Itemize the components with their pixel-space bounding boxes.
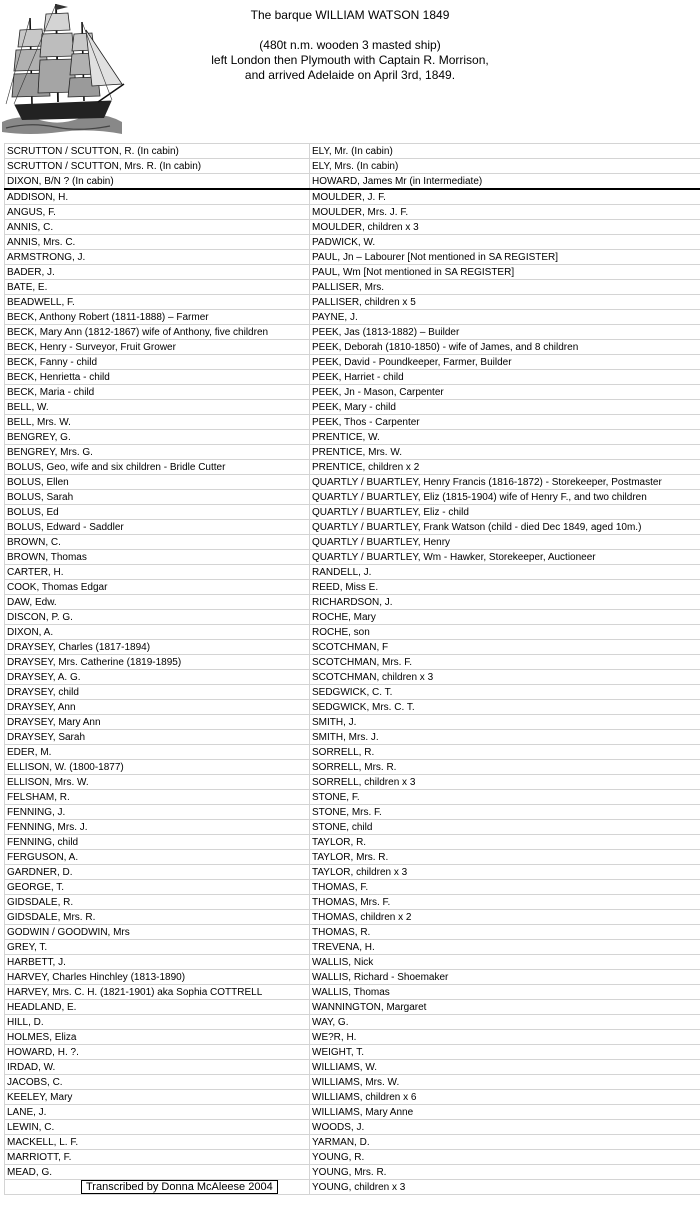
passenger-left: FENNING, Mrs. J. <box>5 820 310 835</box>
passenger-right: PAYNE, J. <box>310 310 700 325</box>
passenger-row <box>5 715 700 730</box>
passenger-right: YARMAN, D. <box>310 1135 700 1150</box>
passenger-left: GARDNER, D. <box>5 865 310 880</box>
passenger-right: PALLISER, Mrs. <box>310 280 700 295</box>
arrival-info: and arrived Adelaide on April 3rd, 1849. <box>244 68 456 82</box>
passenger-row <box>5 1030 700 1045</box>
passenger-left: BOLUS, Sarah <box>5 490 310 505</box>
passenger-row <box>5 1120 700 1135</box>
passenger-left: FERGUSON, A. <box>5 850 310 865</box>
passenger-row <box>5 865 700 880</box>
passenger-left: DISCON, P. G. <box>5 610 310 625</box>
passenger-right: THOMAS, F. <box>310 880 700 895</box>
passenger-left: BATE, E. <box>5 280 310 295</box>
passenger-row <box>5 1075 700 1090</box>
passenger-right: QUARTLY / BUARTLEY, Henry Francis (1816-1872) - Storekeeper, Postmaster <box>310 475 700 490</box>
passenger-left: DRAYSEY, child <box>5 685 310 700</box>
passenger-row <box>5 1015 700 1030</box>
passenger-left: DRAYSEY, Mary Ann <box>5 715 310 730</box>
passenger-row <box>5 610 700 625</box>
passenger-table <box>4 143 700 1195</box>
passenger-right: TAYLOR, children x 3 <box>310 865 700 880</box>
passenger-left: DRAYSEY, A. G. <box>5 670 310 685</box>
passenger-row <box>5 460 700 475</box>
passenger-row <box>5 565 700 580</box>
passenger-row <box>5 1180 700 1195</box>
passenger-right: THOMAS, R. <box>310 925 700 940</box>
passenger-row <box>5 189 700 205</box>
passenger-right: REED, Miss E. <box>310 580 700 595</box>
passenger-right: QUARTLY / BUARTLEY, Frank Watson (child - died Dec 1849, aged 10m.) <box>310 520 700 535</box>
passenger-right: TAYLOR, Mrs. R. <box>310 850 700 865</box>
passenger-left: GEORGE, T. <box>5 880 310 895</box>
passenger-left: ANNIS, Mrs. C. <box>5 235 310 250</box>
passenger-right: WILLIAMS, Mrs. W. <box>310 1075 700 1090</box>
passenger-left: SCRUTTON / SCUTTON, Mrs. R. (In cabin) <box>5 159 310 174</box>
passenger-left: BOLUS, Geo, wife and six children - Bridle Cutter <box>5 460 310 475</box>
passenger-left: FENNING, J. <box>5 805 310 820</box>
passenger-row <box>5 430 700 445</box>
passenger-left: HILL, D. <box>5 1015 310 1030</box>
passenger-right: STONE, Mrs. F. <box>310 805 700 820</box>
passenger-right: PRENTICE, Mrs. W. <box>310 445 700 460</box>
passenger-right: MOULDER, children x 3 <box>310 220 700 235</box>
passenger-left: MARRIOTT, F. <box>5 1150 310 1165</box>
passenger-left: BELL, Mrs. W. <box>5 415 310 430</box>
passenger-right: YOUNG, R. <box>310 1150 700 1165</box>
passenger-row <box>5 340 700 355</box>
passenger-right: THOMAS, children x 2 <box>310 910 700 925</box>
passenger-right: WANNINGTON, Margaret <box>310 1000 700 1015</box>
passenger-row <box>5 805 700 820</box>
passenger-left: BECK, Mary Ann (1812-1867) wife of Anthony, five children <box>5 325 310 340</box>
passenger-left: BADER, J. <box>5 265 310 280</box>
passenger-left: BENGREY, G. <box>5 430 310 445</box>
passenger-left: FELSHAM, R. <box>5 790 310 805</box>
passenger-right: PAUL, Wm [Not mentioned in SA REGISTER] <box>310 265 700 280</box>
passenger-left: ELLISON, W. (1800-1877) <box>5 760 310 775</box>
passenger-row <box>5 205 700 220</box>
passenger-right: WEIGHT, T. <box>310 1045 700 1060</box>
passenger-left: JACOBS, C. <box>5 1075 310 1090</box>
passenger-row <box>5 595 700 610</box>
passenger-right: PEEK, Jn - Mason, Carpenter <box>310 385 700 400</box>
passenger-right: ROCHE, son <box>310 625 700 640</box>
passenger-row <box>5 1135 700 1150</box>
passenger-row <box>5 895 700 910</box>
passenger-right: WALLIS, Richard - Shoemaker <box>310 970 700 985</box>
passenger-row <box>5 775 700 790</box>
passenger-right: YOUNG, Mrs. R. <box>310 1165 700 1180</box>
passenger-right: QUARTLY / BUARTLEY, Eliz (1815-1904) wife of Henry F., and two children <box>310 490 700 505</box>
passenger-left: KEELEY, Mary <box>5 1090 310 1105</box>
passenger-row <box>5 385 700 400</box>
passenger-left: BECK, Henrietta - child <box>5 370 310 385</box>
passenger-right: WALLIS, Nick <box>310 955 700 970</box>
passenger-right: PEEK, Mary - child <box>310 400 700 415</box>
passenger-right: SCOTCHMAN, F <box>310 640 700 655</box>
passenger-row <box>5 520 700 535</box>
passenger-left: ANGUS, F. <box>5 205 310 220</box>
passenger-left: DRAYSEY, Sarah <box>5 730 310 745</box>
passenger-right: ROCHE, Mary <box>310 610 700 625</box>
passenger-left: BOLUS, Edward - Saddler <box>5 520 310 535</box>
passenger-right: YOUNG, children x 3 <box>310 1180 700 1195</box>
passenger-right: PEEK, Harriet - child <box>310 370 700 385</box>
passenger-left: HARVEY, Mrs. C. H. (1821-1901) aka Sophia COTTRELL <box>5 985 310 1000</box>
passenger-left: DRAYSEY, Charles (1817-1894) <box>5 640 310 655</box>
passenger-row <box>5 550 700 565</box>
passenger-row <box>5 400 700 415</box>
passenger-row <box>5 880 700 895</box>
passenger-right: RANDELL, J. <box>310 565 700 580</box>
passenger-left: HOLMES, Eliza <box>5 1030 310 1045</box>
passenger-row <box>5 490 700 505</box>
passenger-right: PRENTICE, W. <box>310 430 700 445</box>
passenger-left: DRAYSEY, Mrs. Catherine (1819-1895) <box>5 655 310 670</box>
passenger-left: CARTER, H. <box>5 565 310 580</box>
passenger-row <box>5 1105 700 1120</box>
passenger-left: ELLISON, Mrs. W. <box>5 775 310 790</box>
passenger-row <box>5 970 700 985</box>
passenger-row <box>5 1150 700 1165</box>
passenger-row <box>5 159 700 174</box>
passenger-row <box>5 1060 700 1075</box>
passenger-row <box>5 850 700 865</box>
passenger-right: STONE, F. <box>310 790 700 805</box>
passenger-row <box>5 685 700 700</box>
passenger-right: THOMAS, Mrs. F. <box>310 895 700 910</box>
passenger-row <box>5 925 700 940</box>
passenger-left: MACKELL, L. F. <box>5 1135 310 1150</box>
passenger-row <box>5 265 700 280</box>
passenger-right: SORRELL, Mrs. R. <box>310 760 700 775</box>
passenger-left: DIXON, B/N ? (In cabin) <box>5 174 310 190</box>
passenger-row <box>5 940 700 955</box>
sailing-ship-icon <box>0 0 125 140</box>
passenger-row <box>5 415 700 430</box>
passenger-right: STONE, child <box>310 820 700 835</box>
passenger-right: ELY, Mr. (In cabin) <box>310 144 700 159</box>
passenger-right: RICHARDSON, J. <box>310 595 700 610</box>
passenger-right: SMITH, Mrs. J. <box>310 730 700 745</box>
passenger-right: TAYLOR, R. <box>310 835 700 850</box>
passenger-left: ARMSTRONG, J. <box>5 250 310 265</box>
passenger-row <box>5 235 700 250</box>
passenger-right: ELY, Mrs. (In cabin) <box>310 159 700 174</box>
title-block <box>125 8 575 83</box>
passenger-left: GODWIN / GOODWIN, Mrs <box>5 925 310 940</box>
passenger-row <box>5 310 700 325</box>
passenger-row <box>5 144 700 159</box>
passenger-left: MEAD, G. <box>5 1165 310 1180</box>
passenger-row <box>5 655 700 670</box>
passenger-left <box>5 1180 310 1195</box>
passenger-right: TREVENA, H. <box>310 940 700 955</box>
passenger-row <box>5 325 700 340</box>
passenger-left: BENGREY, Mrs. G. <box>5 445 310 460</box>
passenger-left: HARBETT, J. <box>5 955 310 970</box>
passenger-row <box>5 730 700 745</box>
passenger-left: BOLUS, Ellen <box>5 475 310 490</box>
passenger-right: SCOTCHMAN, Mrs. F. <box>310 655 700 670</box>
passenger-left: IRDAD, W. <box>5 1060 310 1075</box>
passenger-right: WILLIAMS, W. <box>310 1060 700 1075</box>
passenger-row <box>5 220 700 235</box>
passenger-left: COOK, Thomas Edgar <box>5 580 310 595</box>
passenger-right: SORRELL, children x 3 <box>310 775 700 790</box>
passenger-left: BROWN, C. <box>5 535 310 550</box>
passenger-row <box>5 280 700 295</box>
ship-title: The barque WILLIAM WATSON 1849 <box>250 8 450 22</box>
passenger-row <box>5 295 700 310</box>
passenger-right: HOWARD, James Mr (in Intermediate) <box>310 174 700 190</box>
passenger-left: BECK, Fanny - child <box>5 355 310 370</box>
passenger-right: SEDGWICK, C. T. <box>310 685 700 700</box>
passenger-row <box>5 535 700 550</box>
passenger-row <box>5 1090 700 1105</box>
passenger-right: PRENTICE, children x 2 <box>310 460 700 475</box>
passenger-left: ANNIS, C. <box>5 220 310 235</box>
passenger-left: EDER, M. <box>5 745 310 760</box>
passenger-left: LEWIN, C. <box>5 1120 310 1135</box>
passenger-right: QUARTLY / BUARTLEY, Eliz - child <box>310 505 700 520</box>
passenger-right: WE?R, H. <box>310 1030 700 1045</box>
passenger-row <box>5 640 700 655</box>
passenger-right: QUARTLY / BUARTLEY, Henry <box>310 535 700 550</box>
passenger-row <box>5 955 700 970</box>
voyage-route: left London then Plymouth with Captain R. Morrison, <box>211 53 489 67</box>
passenger-right: WAY, G. <box>310 1015 700 1030</box>
passenger-row <box>5 985 700 1000</box>
passenger-right: MOULDER, Mrs. J. F. <box>310 205 700 220</box>
passenger-left: SCRUTTON / SCUTTON, R. (In cabin) <box>5 144 310 159</box>
passenger-row <box>5 1000 700 1015</box>
passenger-left: DIXON, A. <box>5 625 310 640</box>
passenger-right: PEEK, David - Poundkeeper, Farmer, Builder <box>310 355 700 370</box>
passenger-right: SMITH, J. <box>310 715 700 730</box>
ship-description: (480t n.m. wooden 3 masted ship) <box>259 38 441 52</box>
passenger-row <box>5 790 700 805</box>
passenger-right: SORRELL, R. <box>310 745 700 760</box>
passenger-row <box>5 1045 700 1060</box>
passenger-right: WILLIAMS, children x 6 <box>310 1090 700 1105</box>
passenger-left: BROWN, Thomas <box>5 550 310 565</box>
passenger-right: SEDGWICK, Mrs. C. T. <box>310 700 700 715</box>
passenger-right: SCOTCHMAN, children x 3 <box>310 670 700 685</box>
passenger-row <box>5 760 700 775</box>
passenger-left: DAW, Edw. <box>5 595 310 610</box>
passenger-right: PEEK, Jas (1813-1882) – Builder <box>310 325 700 340</box>
passenger-left: BECK, Henry - Surveyor, Fruit Grower <box>5 340 310 355</box>
passenger-left: DRAYSEY, Ann <box>5 700 310 715</box>
transcriber-credit: Transcribed by Donna McAleese 2004 <box>81 1180 278 1194</box>
passenger-left: GREY, T. <box>5 940 310 955</box>
passenger-row <box>5 625 700 640</box>
passenger-right: WOODS, J. <box>310 1120 700 1135</box>
passenger-row <box>5 174 700 190</box>
passenger-right: PAUL, Jn – Labourer [Not mentioned in SA REGISTER] <box>310 250 700 265</box>
passenger-left: BECK, Maria - child <box>5 385 310 400</box>
passenger-row <box>5 670 700 685</box>
passenger-row <box>5 475 700 490</box>
passenger-right: WALLIS, Thomas <box>310 985 700 1000</box>
passenger-left: GIDSDALE, Mrs. R. <box>5 910 310 925</box>
passenger-right: QUARTLY / BUARTLEY, Wm - Hawker, Storekeeper, Auctioneer <box>310 550 700 565</box>
passenger-row <box>5 820 700 835</box>
passenger-row <box>5 505 700 520</box>
passenger-left: FENNING, child <box>5 835 310 850</box>
passenger-left: LANE, J. <box>5 1105 310 1120</box>
passenger-row <box>5 700 700 715</box>
passenger-row <box>5 1165 700 1180</box>
passenger-row <box>5 445 700 460</box>
passenger-right: MOULDER, J. F. <box>310 189 700 205</box>
passenger-row <box>5 745 700 760</box>
passenger-row <box>5 580 700 595</box>
passenger-right: PADWICK, W. <box>310 235 700 250</box>
passenger-right: PEEK, Thos - Carpenter <box>310 415 700 430</box>
passenger-left: BEADWELL, F. <box>5 295 310 310</box>
passenger-left: BECK, Anthony Robert (1811-1888) – Farmer <box>5 310 310 325</box>
passenger-row <box>5 250 700 265</box>
passenger-row <box>5 370 700 385</box>
passenger-left: GIDSDALE, R. <box>5 895 310 910</box>
passenger-right: WILLIAMS, Mary Anne <box>310 1105 700 1120</box>
passenger-left: ADDISON, H. <box>5 189 310 205</box>
passenger-row <box>5 355 700 370</box>
passenger-left: BELL, W. <box>5 400 310 415</box>
passenger-row <box>5 835 700 850</box>
passenger-right: PALLISER, children x 5 <box>310 295 700 310</box>
passenger-left: HEADLAND, E. <box>5 1000 310 1015</box>
passenger-left: BOLUS, Ed <box>5 505 310 520</box>
passenger-left: HOWARD, H. ?. <box>5 1045 310 1060</box>
passenger-left: HARVEY, Charles Hinchley (1813-1890) <box>5 970 310 985</box>
passenger-row <box>5 910 700 925</box>
passenger-right: PEEK, Deborah (1810-1850) - wife of James, and 8 children <box>310 340 700 355</box>
